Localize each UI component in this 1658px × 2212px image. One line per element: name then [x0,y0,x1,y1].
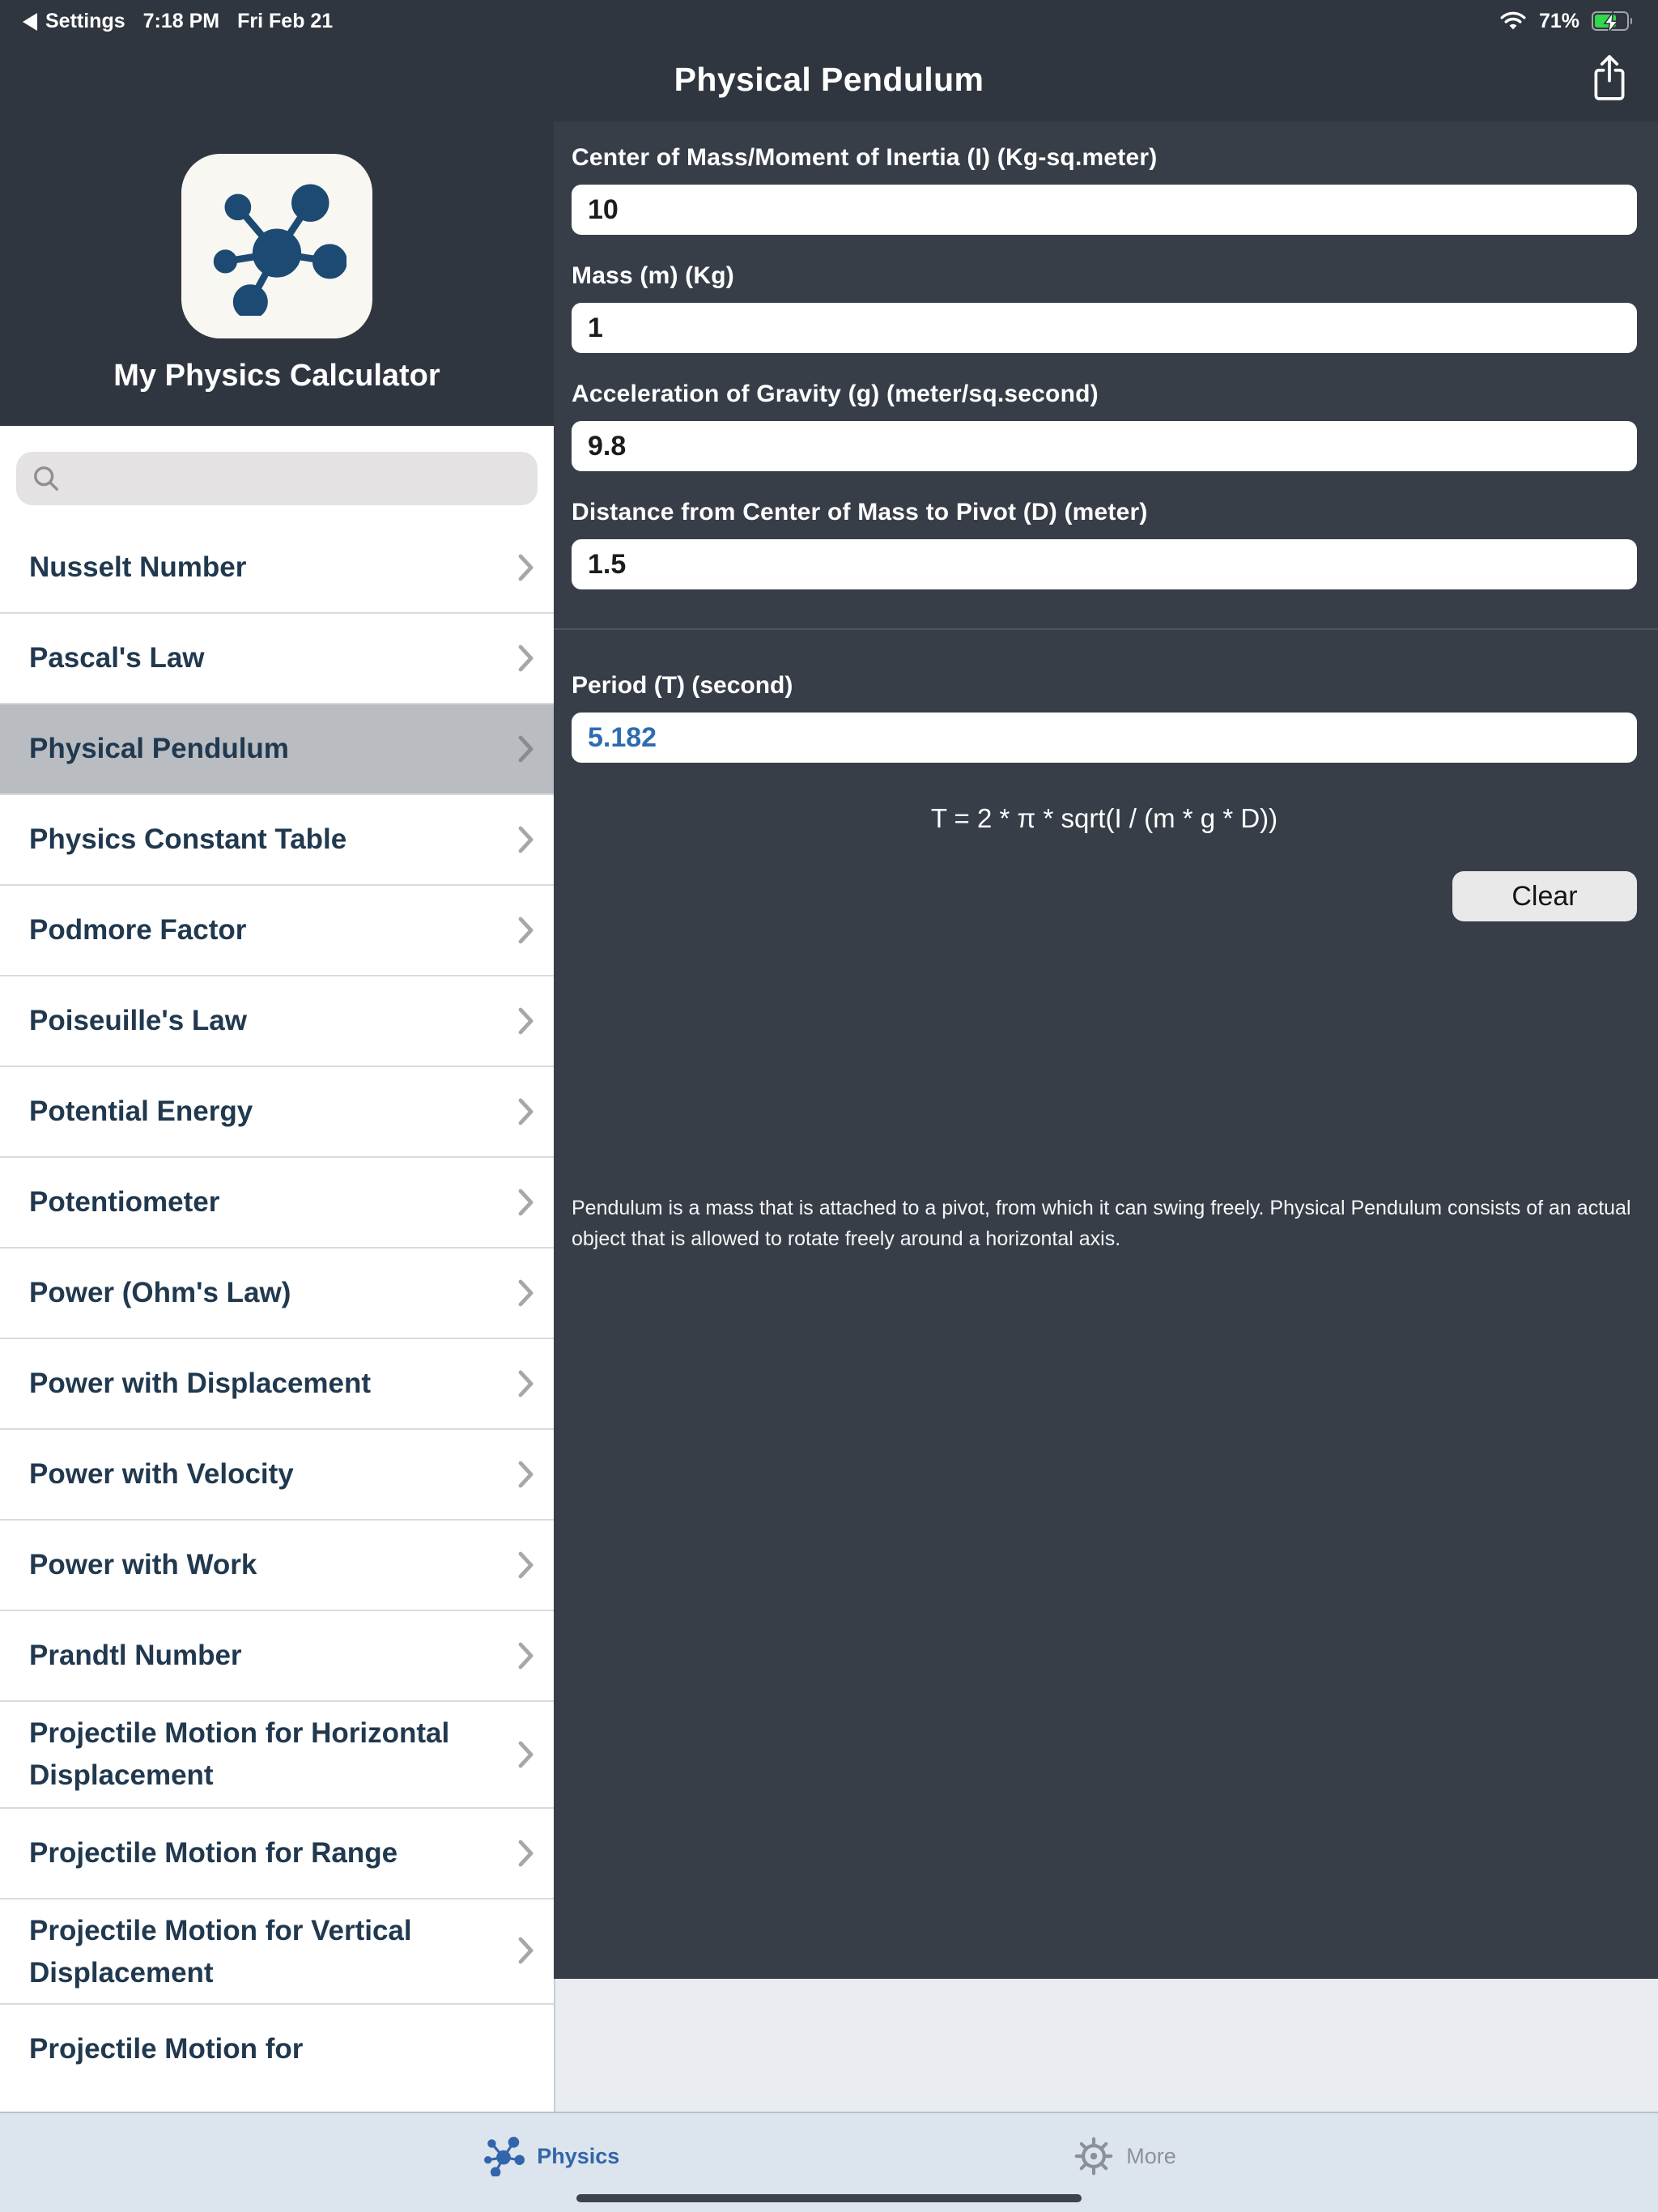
sidebar-item-projectile-partial[interactable]: Projectile Motion for [0,2005,554,2162]
search-icon [32,465,60,492]
sidebar-item-physics-constant-table[interactable]: Physics Constant Table [0,795,554,886]
description-text: Pendulum is a mass that is attached to a pivot, from which it can swing freely. Physical Pendulum consists of an actual object that is allowed to rotate freely around a horizontal axis. [572,1197,1631,1250]
tab-physics[interactable] [482,2134,619,2176]
gravity-input[interactable] [572,421,1637,471]
home-indicator[interactable] [576,2193,1082,2202]
back-app-label: Settings [45,10,125,32]
tabs [0,2113,1658,2197]
physics-molecule-icon [482,2134,524,2176]
battery-icon [1591,12,1632,31]
share-icon [1590,53,1629,102]
chevron-right-icon [518,1098,534,1125]
search-bar [0,426,554,523]
sidebar-item-power-with-velocity[interactable]: Power with Velocity [0,1430,554,1521]
battery-percent: 71% [1538,10,1579,32]
tab-more-label: More [1126,2143,1176,2167]
sidebar-header [0,121,554,426]
top-bar [0,0,1658,121]
moment-of-inertia-input[interactable] [572,185,1637,235]
chevron-right-icon [518,1461,534,1488]
gravity-label: Acceleration of Gravity (g) (meter/sq.second) [572,381,1099,408]
period-label: Period (T) (second) [572,672,793,700]
sidebar-item-power-with-displacement[interactable]: Power with Displacement [0,1339,554,1430]
main-split-view [0,121,1658,2212]
sidebar-item-podmore-factor[interactable]: Podmore Factor [0,886,554,976]
sidebar-item-power-ohms-law[interactable]: Power (Ohm's Law) [0,1249,554,1339]
navigation-bar [0,39,1658,121]
moment-of-inertia-label: Center of Mass/Moment of Inertia (I) (Kg-sq.meter) [572,144,1158,172]
field-distance-to-pivot [572,499,1637,589]
distance-to-pivot-label: Distance from Center of Mass to Pivot (D) (meter) [572,499,1148,526]
status-bar [0,0,1658,39]
mass-label: Mass (m) (Kg) [572,262,734,290]
chevron-right-icon [518,917,534,944]
field-moment-of-inertia [572,144,1637,235]
chevron-right-icon [518,1551,534,1579]
wifi-icon [1500,11,1528,31]
chevron-right-icon [518,1741,534,1768]
chevron-right-icon [518,1007,534,1035]
calculator-panel [554,121,1658,1979]
page-title: Physical Pendulum [674,61,984,98]
chevron-right-icon [518,826,534,853]
search-input[interactable] [71,464,521,493]
status-right [1500,10,1632,32]
clear-row [572,871,1637,921]
sidebar-item-projectile-vertical-displacement[interactable]: Projectile Motion for Vertical Displacement [0,1899,554,2005]
distance-to-pivot-input[interactable] [572,539,1637,589]
chevron-right-icon [518,1839,534,1866]
sidebar-item-power-with-work[interactable]: Power with Work [0,1521,554,1611]
share-button[interactable] [1590,53,1629,107]
field-gravity [572,381,1637,471]
tab-bar [0,2112,1658,2212]
sidebar-item-pascals-law[interactable]: Pascal's Law [0,614,554,704]
chevron-right-icon [518,644,534,672]
app-logo [181,154,372,338]
sidebar-item-projectile-horizontal-displacement[interactable]: Projectile Motion for Horizontal Displacement [0,1702,554,1808]
chevron-right-icon [518,1279,534,1307]
more-gear-icon [1073,2135,1113,2176]
sidebar-item-projectile-range[interactable]: Projectile Motion for Range [0,1808,554,1899]
mass-input[interactable] [572,303,1637,353]
charging-bolt-icon [1601,11,1620,34]
chevron-right-icon [518,554,534,581]
sidebar-item-potentiometer[interactable]: Potentiometer [0,1158,554,1249]
clear-button[interactable]: Clear [1452,871,1637,921]
sidebar-item-potential-energy[interactable]: Potential Energy [0,1067,554,1158]
back-triangle-icon [23,12,37,30]
app-name: My Physics Calculator [113,359,440,393]
back-to-settings-button[interactable] [23,10,125,32]
sidebar-item-physical-pendulum[interactable]: Physical Pendulum [0,704,554,795]
status-date: Fri Feb 21 [237,10,334,32]
molecule-icon [207,177,346,316]
search-field[interactable] [16,452,538,505]
tab-physics-label: Physics [537,2143,620,2167]
status-left [23,10,333,32]
sidebar-item-prandtl-number[interactable]: Prandtl Number [0,1611,554,1702]
sidebar-item-nusselt-number[interactable]: Nusselt Number [0,523,554,614]
chevron-right-icon [518,1642,534,1670]
period-result-input[interactable] [572,713,1637,763]
chevron-right-icon [518,1370,534,1397]
formula-list [0,523,554,2212]
section-divider [554,628,1658,630]
detail-pane [554,121,1658,2212]
chevron-right-icon [518,1938,534,1965]
sidebar-item-poiseuilles-law[interactable]: Poiseuille's Law [0,976,554,1067]
formula-text: T = 2 * π * sqrt(I / (m * g * D)) [930,805,1278,834]
chevron-right-icon [518,735,534,763]
tab-more[interactable] [1073,2135,1176,2176]
field-mass [572,262,1637,353]
status-time: 7:18 PM [142,10,220,32]
chevron-right-icon [518,1189,534,1216]
sidebar [0,121,554,2212]
